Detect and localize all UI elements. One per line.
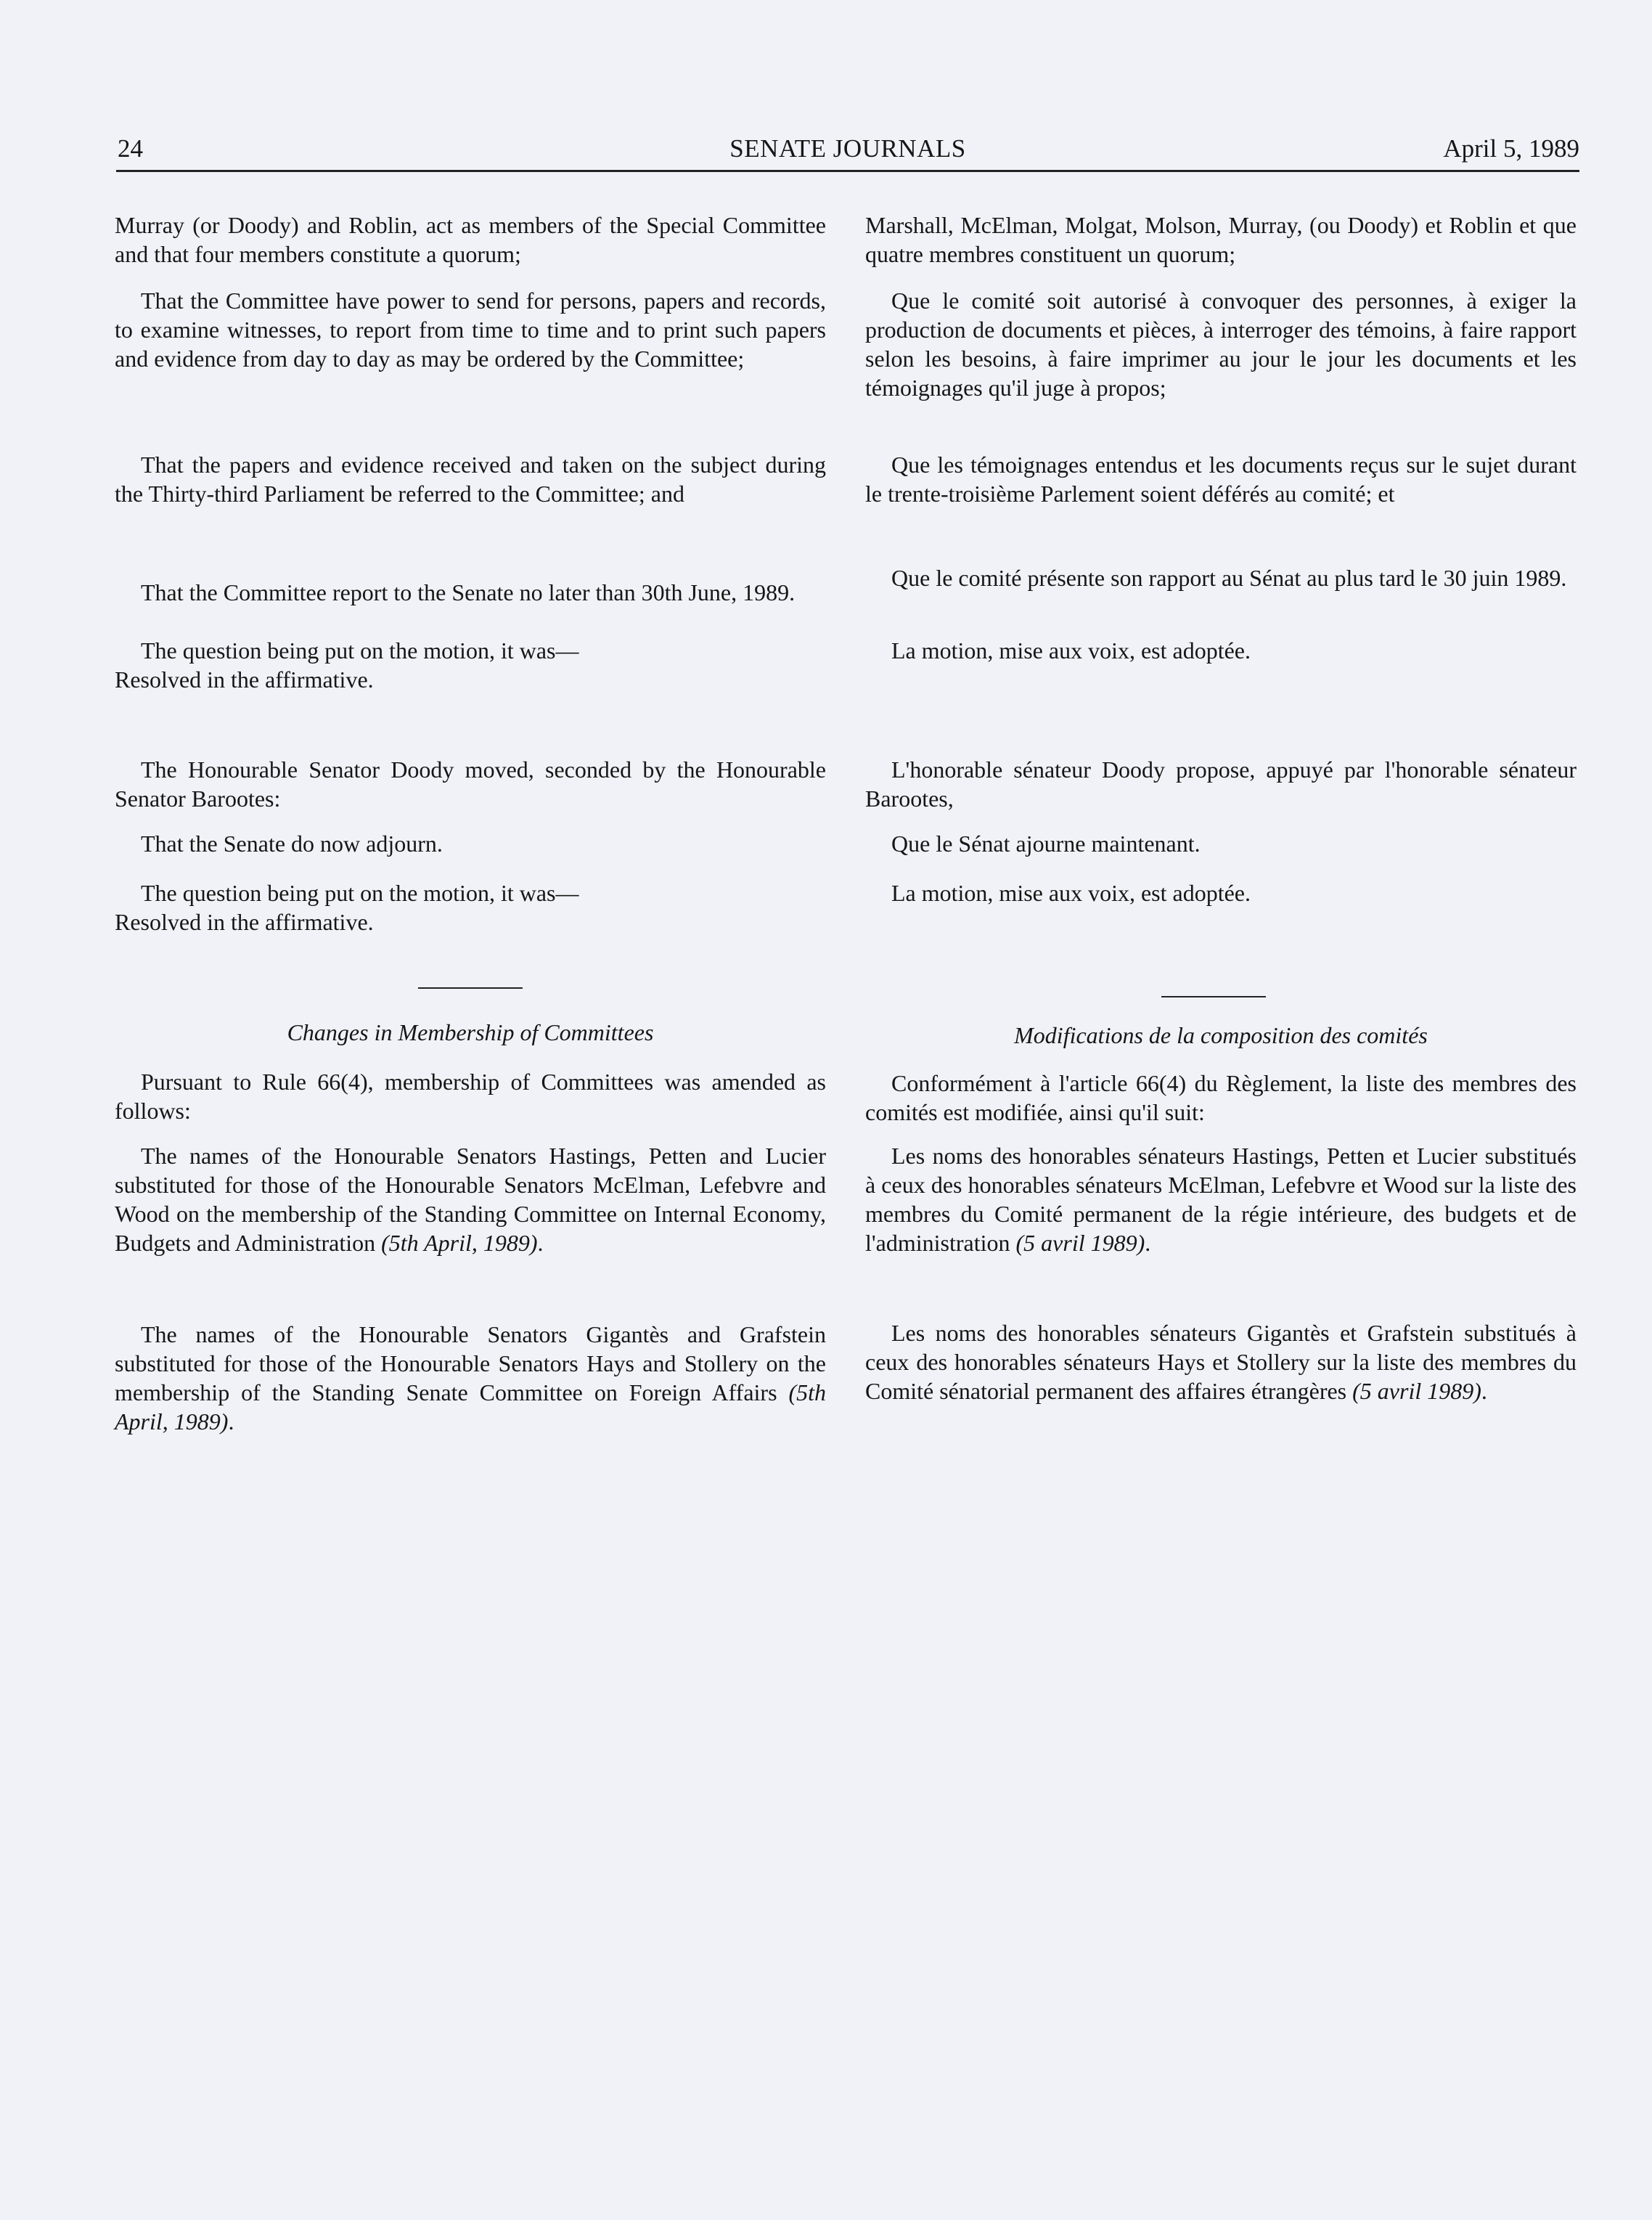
- en-date-2: (5th April, 1989): [115, 1379, 827, 1435]
- en-question-2: The question being put on the motion, it was— Resolved in the affirmative.: [115, 880, 579, 935]
- en-paragraph-11: The names of the Honourable Senators Gigantès and Grafstein substituted for those of the Honourable Senators Hays and Stollery on the membership of the Standing Senate Committee on Foreign Affairs (5th April, 1989).: [115, 1321, 827, 1435]
- fr-paragraph-4: Que le comité présente son rapport au Sénat au plus tard le 30 juin 1989.: [891, 565, 1567, 591]
- fr-paragraph-8: La motion, mise aux voix, est adoptée.: [891, 880, 1251, 906]
- fr-paragraph-1: Marshall, McElman, Molgat, Molson, Murray, (ou Doody) et Roblin et que quatre membres constituent un quorum;: [865, 212, 1577, 267]
- page-number: 24: [118, 134, 143, 163]
- journal-title: SENATE JOURNALS: [729, 134, 966, 163]
- fr-paragraph-3: Que les témoignages entendus et les documents reçus sur le sujet durant le trente-troisième Parlement soient déférés au comité; et: [865, 452, 1577, 507]
- en-paragraph-9: Pursuant to Rule 66(4), membership of Committees was amended as follows:: [115, 1069, 826, 1124]
- section-divider: [1161, 996, 1266, 997]
- en-question-1: The question being put on the motion, it was— Resolved in the affirmative.: [115, 637, 579, 693]
- fr-paragraph-6: L'honorable sénateur Doody propose, appuyé par l'honorable sénateur Barootes,: [865, 756, 1577, 812]
- fr-paragraph-2: Que le comité soit autorisé à convoquer des personnes, à exiger la production de documents et pièces, à interroger des témoins, à faire rapport selon les besoins, à faire imprimer au jour le jour les documents et les témoignages qu'il juge à propos;: [865, 287, 1577, 401]
- fr-date-1: (5 avril 1989): [1015, 1230, 1145, 1256]
- page-header: [116, 128, 1579, 172]
- fr-paragraph-7: Que le Sénat ajourne maintenant.: [891, 831, 1201, 857]
- en-section-heading: Changes in Membership of Committees: [287, 1019, 654, 1045]
- en-paragraph-1: Murray (or Doody) and Roblin, act as members of the Special Committee and that four members constitute a quorum;: [115, 212, 826, 267]
- en-date-1: (5th April, 1989): [381, 1230, 538, 1256]
- fr-section-heading: Modifications de la composition des comités: [1014, 1022, 1428, 1048]
- fr-date-2: (5 avril 1989): [1352, 1378, 1481, 1404]
- en-paragraph-6: The Honourable Senator Doody moved, seconded by the Honourable Senator Barootes:: [115, 756, 826, 812]
- fr-paragraph-5: La motion, mise aux voix, est adoptée.: [891, 637, 1251, 664]
- journal-date: April 5, 1989: [1443, 134, 1579, 163]
- fr-paragraph-11: Les noms des honorables sénateurs Gigantès et Grafstein substitués à ceux des honorables sénateurs Hays et Stollery sur la liste des membres du Comité sénatorial permanent des affaires étrangères (5 avril 1989).: [865, 1320, 1577, 1404]
- fr-paragraph-10: Les noms des honorables sénateurs Hastings, Petten et Lucier substitués à ceux des honorables sénateurs McElman, Lefebvre et Wood sur la liste des membres du Comité permanent de la régie intérieure, des budgets et de l'administration (5 avril 1989).: [865, 1143, 1577, 1256]
- section-divider: [418, 987, 523, 989]
- en-paragraph-3: That the papers and evidence received and taken on the subject during the Thirty-third Parliament be referred to the Committee; and: [115, 452, 826, 507]
- fr-paragraph-9: Conformément à l'article 66(4) du Règlement, la liste des membres des comités est modifiée, ainsi qu'il suit:: [865, 1070, 1577, 1125]
- en-paragraph-4: That the Committee report to the Senate no later than 30th June, 1989.: [141, 579, 796, 605]
- en-paragraph-10: The names of the Honourable Senators Hastings, Petten and Lucier substituted for those of the Honourable Senators McElman, Lefebvre and Wood on the membership of the Standing Committee on Internal Economy, Budgets and Administration (5th April, 1989).: [115, 1143, 826, 1256]
- en-paragraph-7: That the Senate do now adjourn.: [141, 831, 443, 857]
- en-paragraph-2: That the Committee have power to send for persons, papers and records, to examine witnesses, to report from time to time and to print such papers and evidence from day to day as may be ordered by the Committee;: [115, 287, 826, 372]
